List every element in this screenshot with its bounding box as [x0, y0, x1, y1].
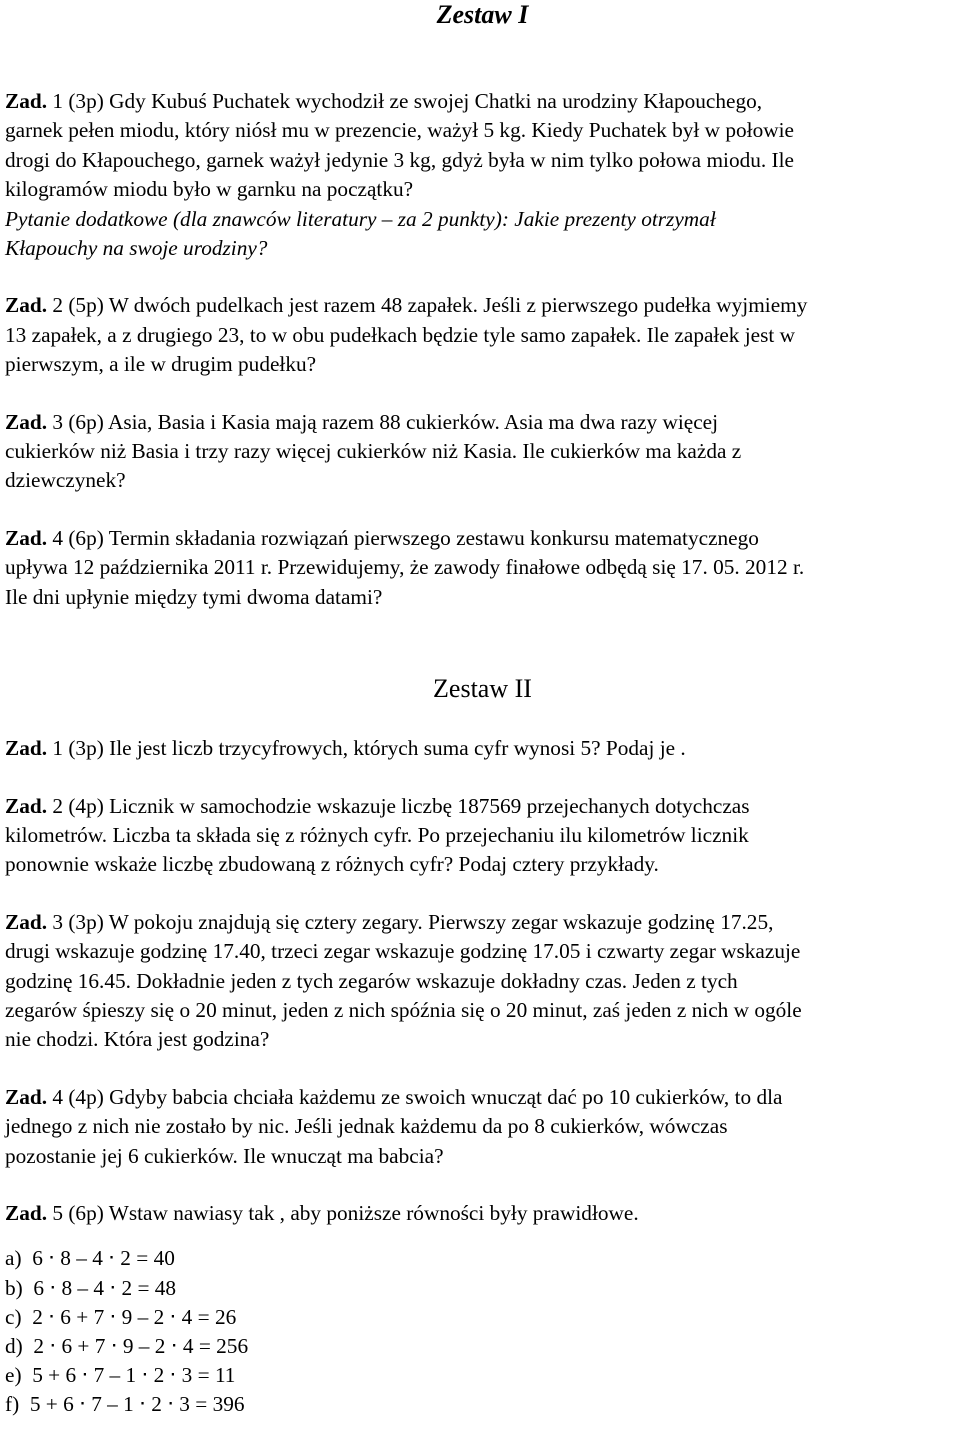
task-line: jednego z nich nie zostało by nic. Jeśli jednak każdemu da po 8 cukierków, wówczas: [5, 1114, 728, 1139]
document-page: [5, 0, 960, 1420]
set-2-title: Zestaw II: [433, 674, 532, 704]
task-line: garnek pełen miodu, który niósł mu w prezencie, ważył 5 kg. Kiedy Puchatek był w połowie: [5, 118, 794, 143]
task-label: Zad.: [5, 909, 48, 934]
task-label: Zad.: [5, 793, 48, 818]
task-line: 13 zapałek, a z drugiego 23, to w obu pudełkach będzie tyle samo zapałek. Ile zapałek jest w: [5, 322, 796, 347]
set-2-task-4: [5, 1083, 960, 1171]
task-line: cukierków niż Basia i trzy razy więcej cukierków niż Kasia. Ile cukierków ma każda z: [5, 439, 742, 464]
equation-item: b) 6 ⋅ 8 – 4 ⋅ 2 = 48: [5, 1275, 177, 1300]
set-2-task-3: [5, 908, 960, 1055]
task-line: ponownie wskaże liczbę zbudowaną z różnych cyfr? Podaj cztery przykłady.: [5, 852, 659, 877]
task-line: Zad. 2 (5p) W dwóch pudelkach jest razem 48 zapałek. Jeśli z pierwszego pudełka wyjmiemy: [5, 293, 808, 318]
set-1-task-2: [5, 291, 960, 379]
task-line: kilometrów. Liczba ta składa się z różnych cyfr. Po przejechaniu ilu kilometrów licznik: [5, 822, 749, 847]
task-line: Zad. 4 (4p) Gdyby babcia chciała każdemu ze swoich wnucząt dać po 10 cukierków, to dla: [5, 1084, 783, 1109]
task-line: dziewczynek?: [5, 468, 126, 493]
task-line: godzinę 16.45. Dokładnie jeden z tych zegarów wskazuje dokładny czas. Jeden z tych: [5, 968, 738, 993]
task-line: Zad. 4 (6p) Termin składania rozwiązań pierwszego zestawu konkursu matematycznego: [5, 525, 759, 550]
task-line: upływa 12 października 2011 r. Przewidujemy, że zawody finałowe odbędą się 17. 05. 2012 r.: [5, 555, 805, 580]
equation-item: f) 5 + 6 ⋅ 7 – 1 ⋅ 2 ⋅ 3 = 396: [5, 1392, 245, 1417]
task-label: Zad.: [5, 293, 48, 318]
task-line: kilogramów miodu było w garnku na początku?: [5, 177, 414, 202]
equation-item: e) 5 + 6 ⋅ 7 – 1 ⋅ 2 ⋅ 3 = 11: [5, 1363, 236, 1388]
set-1-title: Zestaw I: [436, 0, 529, 29]
task-line: Zad. 2 (4p) Licznik w samochodzie wskazuje liczbę 187569 przejechanych dotychczas: [5, 793, 750, 818]
equation-item: a) 6 ⋅ 8 – 4 ⋅ 2 = 40: [5, 1246, 175, 1271]
task-line: Zad. 3 (6p) Asia, Basia i Kasia mają razem 88 cukierków. Asia ma dwa razy więcej: [5, 409, 719, 434]
task-line: Zad. 1 (3p) Gdy Kubuś Puchatek wychodził ze swojej Chatki na urodziny Kłapouchego,: [5, 89, 763, 113]
task-line: Zad. 1 (3p) Ile jest liczb trzycyfrowych, których suma cyfr wynosi 5? Podaj je .: [5, 736, 686, 761]
set-1-task-4: [5, 524, 960, 612]
task-line: drugi wskazuje godzinę 17.40, trzeci zegar wskazuje godzinę 17.05 i czwarty zegar wskazuje: [5, 939, 801, 964]
task-line: Ile dni upłynie między tymi dwoma datami?: [5, 584, 383, 609]
bonus-question-line: Pytanie dodatkowe (dla znawców literatury – za 2 punkty): Jakie prezenty otrzymał: [5, 206, 716, 231]
task-label: Zad.: [5, 409, 48, 434]
equation-item: d) 2 ⋅ 6 + 7 ⋅ 9 – 2 ⋅ 4 = 256: [5, 1333, 249, 1358]
task-line: nie chodzi. Która jest godzina?: [5, 1027, 270, 1052]
equation-list: [5, 1244, 960, 1419]
set-1-task-3: [5, 408, 960, 496]
set-2-task-5: [5, 1199, 960, 1228]
task-label: Zad.: [5, 525, 48, 550]
task-label: Zad.: [5, 1084, 48, 1109]
task-line: Zad. 3 (3p) W pokoju znajdują się cztery zegary. Pierwszy zegar wskazuje godzinę 17.25,: [5, 909, 774, 934]
set-2-task-2: [5, 792, 960, 880]
equation-item: c) 2 ⋅ 6 + 7 ⋅ 9 – 2 ⋅ 4 = 26: [5, 1304, 237, 1329]
bonus-question-line: Kłapouchy na swoje urodziny?: [5, 236, 268, 261]
task-line: Zad. 5 (6p) Wstaw nawiasy tak , aby poniższe równości były prawidłowe.: [5, 1200, 639, 1225]
task-label: Zad.: [5, 736, 48, 761]
set-1-task-1: [5, 87, 960, 263]
set-2-task-1: [5, 734, 960, 763]
task-line: drogi do Kłapouchego, garnek ważył jedynie 3 kg, gdyż była w nim tylko połowa miodu. Ile: [5, 147, 794, 172]
task-line: pierwszym, a ile w drugim pudełku?: [5, 352, 317, 377]
task-line: zegarów śpieszy się o 20 minut, jeden z nich spóźnia się o 20 minut, zaś jeden z nich w ogóle: [5, 997, 802, 1022]
task-label: Zad.: [5, 1200, 48, 1225]
task-label: Zad.: [5, 89, 48, 113]
task-line: pozostanie jej 6 cukierków. Ile wnucząt ma babcia?: [5, 1143, 444, 1168]
